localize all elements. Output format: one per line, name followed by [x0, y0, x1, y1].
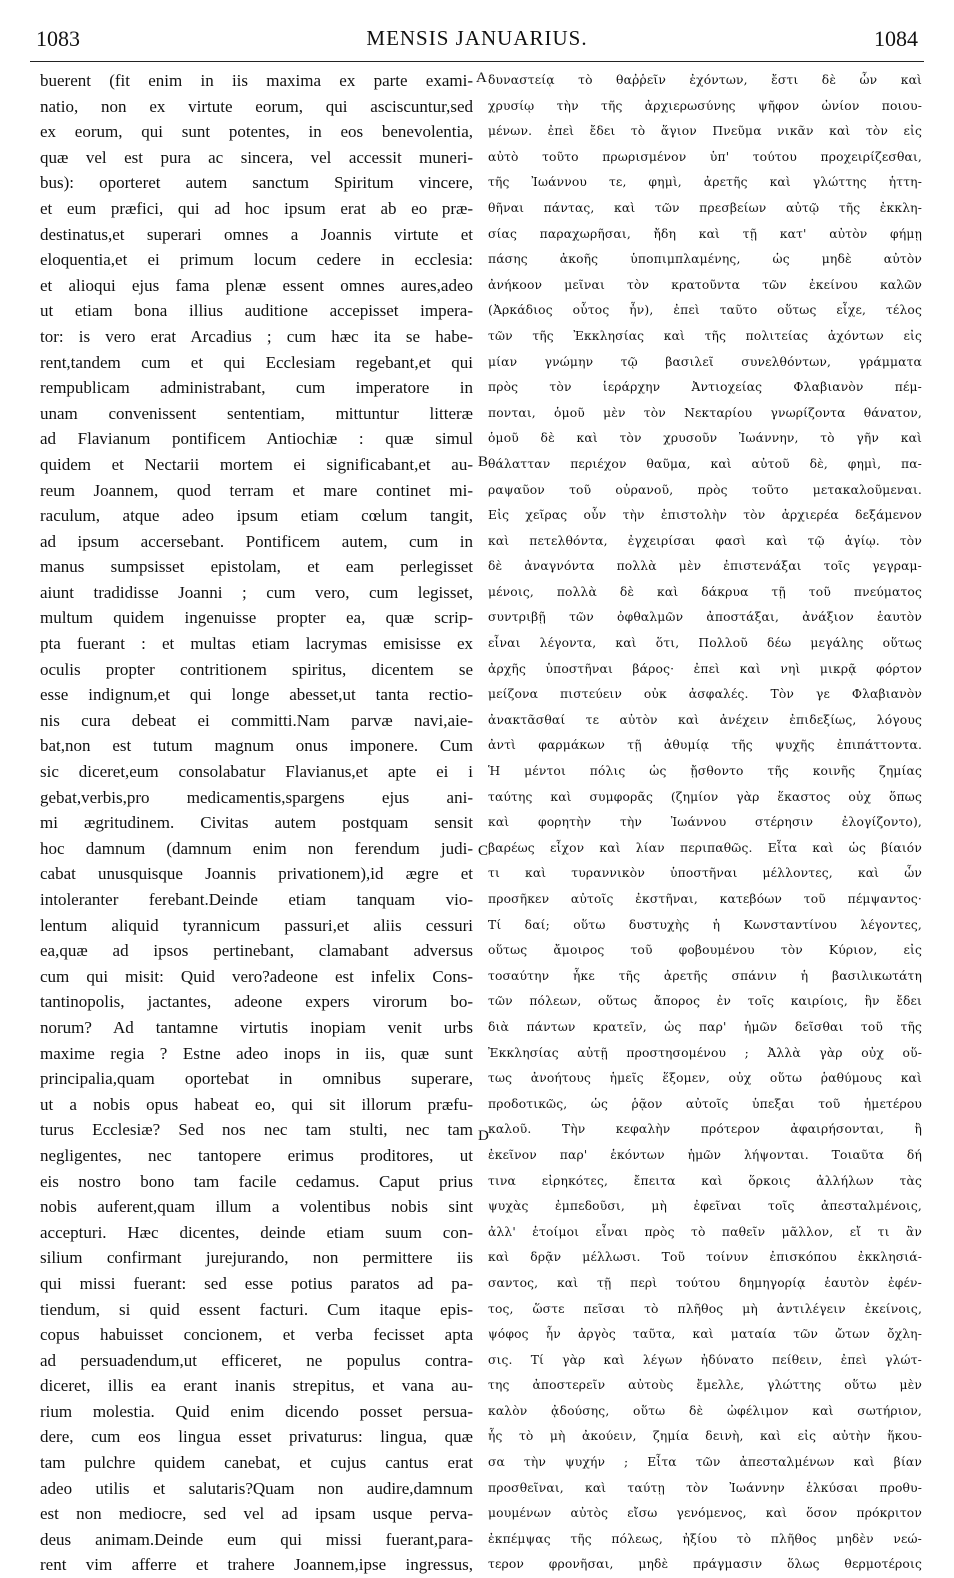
- greek-text-line: ἀνακτᾶσθαί τε αὐτὸν καὶ ἀνέχειν ἐπιδεξίως, λόγους: [488, 712, 922, 727]
- greek-text-line: τῆς Ἰωάννου τε, φημὶ, ἀρετῆς καὶ γλώττης ἡττη-: [488, 175, 922, 190]
- latin-text-line: cum qui misit: Quid vero?adeone est infelix Cons-: [40, 966, 473, 986]
- latin-text-line: reum Joannem, quod terram et mare continet mi-: [40, 480, 473, 500]
- latin-text-line: ut a nobis opus habeat eo, qui sit illorum præfu-: [40, 1094, 473, 1114]
- latin-text-line: copus habuisset concionem, et verba fecisset apta: [40, 1325, 473, 1345]
- greek-text-line: βαρέως εἶχον καὶ λίαν περιπαθῶς. Εἶτα καὶ ὡς βίαιόν: [488, 840, 922, 855]
- latin-text-line: rium molestia. Quid enim dicendo posset persua-: [40, 1401, 473, 1421]
- greek-text-line: αὐτὸ τοῦτο πρωρισμένον ὑπ' τούτου προχειρίζεσθαι,: [488, 149, 922, 164]
- greek-text-line: μένων. ἐπεὶ ἔδει τὸ ἅγιον Πνεῦμα νικᾶν καὶ τὸν εἰς: [488, 124, 922, 139]
- latin-column: [40, 68, 473, 1578]
- latin-text-line: destinatus,et superari omnes a Joannis virtute et: [40, 224, 473, 244]
- latin-text-line: ex eorum, qui sunt potentes, in eos benevolentia,: [40, 122, 473, 142]
- greek-text-line: χρυσίῳ τὴν τῆς ἀρχιερωσύνης ψῆφον ὠνίον ποιου-: [488, 98, 922, 113]
- latin-text-line: multum quidem ingenuisse propter ea, quæ scrip-: [40, 608, 473, 628]
- greek-text-line: σίας παραχωρῆσαι, ἤδη καὶ τῇ κατ' αὐτὸν φήμῃ: [488, 226, 922, 241]
- latin-text-line: oculis propter contritionem spiritus, dicentem se: [40, 659, 473, 679]
- greek-text-line: τινα εἰρηκότες, ἔπειτα καὶ ὅρκοις ἀλλήλων τὰς: [488, 1173, 922, 1188]
- greek-text-line: Εἰς χεῖρας οὖν τὴν ἐπιστολὴν τὸν ἀρχιερέα δεξάμενον: [488, 508, 922, 523]
- latin-text-line: manus sumpsisset epistolam, et eam perlegisset: [40, 557, 473, 577]
- greek-text-line: καλὸν ᾀδούσης, οὕτω δὲ ὠφέλιμον καὶ σωτήριον,: [488, 1403, 922, 1418]
- section-marker-a: A: [476, 70, 487, 86]
- greek-text-line: ταύτης καὶ συμφορᾶς (ζημίον γὰρ ἕκαστος οὐχ ὅπως: [488, 789, 922, 804]
- greek-text-line: ἐκπέμψας τῆς πόλεως, ἠξίου τὸ πλῆθος μηδὲν νεώ-: [488, 1531, 922, 1546]
- latin-text-line: deus animam.Deinde eum qui missi fuerant,para-: [40, 1529, 473, 1549]
- greek-text-line: μείζονα πιστεύειν οὐκ ἀσφαλές. Τὸν γε Φλαβιανὸν: [488, 687, 922, 702]
- latin-text-line: aiunt tradidisse Joanni ; cum vero, cum legisset,: [40, 582, 473, 602]
- greek-text-line: ραψαῦον τοῦ οὐρανοῦ, πρὸς τοῦτο μετακαλοῦμεναι.: [488, 482, 922, 497]
- greek-text-line: μένοις, πολλὰ δὲ καὶ δάκρυα τῇ τοῦ πνεύματος: [488, 584, 922, 599]
- running-header: [36, 26, 918, 56]
- greek-text-line: πρὸς τὸν ἱεράρχην Ἀντιοχείας Φλαβιανὸν πέμ-: [488, 380, 922, 395]
- greek-text-line: θάλατταν περιέχον θαῦμα, καὶ αὐτοῦ δὲ, φημὶ, πα-: [488, 456, 922, 471]
- greek-text-line: τως ἀνοήτους ἡμεῖς ἕξομεν, οὐχ οὕτω ῥαθύμους καὶ: [488, 1071, 922, 1086]
- section-marker-c: C: [478, 843, 489, 859]
- greek-text-line: προσθεῖναι, καὶ ταύτῃ τὸν Ἰωάννην ἑλκύσαι προθυ-: [488, 1480, 922, 1495]
- greek-text-line: μουμένων αὐτὸς εἴσω γενόμενος, καὶ ὅσον πρόκριτον: [488, 1506, 922, 1521]
- latin-text-line: et eum præfici, qui ad hoc ipsum erat ab eo præ-: [40, 198, 473, 218]
- latin-text-line: eis nostro bono tam facile cedamus. Caput prius: [40, 1171, 473, 1191]
- latin-text-line: rent vim afferre et trahere Joannem,ipse ingressus,: [40, 1555, 473, 1575]
- greek-text-line: σα τὴν ψυχήν ; Εἶτα τῶν ἀπεσταλμένων καὶ βίαν: [488, 1455, 922, 1470]
- latin-text-line: bat,non est tutum magnum onus imponere. Cum: [40, 736, 473, 756]
- greek-text-line: εἶναι λέγοντα, καὶ ὅτι, Πολλοῦ δέω μεγάλης οὕτως: [488, 636, 922, 651]
- latin-text-line: rent,tandem cum et qui Ecclesiam regebant,et qui: [40, 352, 473, 372]
- greek-text-line: πάσης ἀκοῆς ὑποπιμπλαμένης, ὡς μηδὲ αὐτὸν: [488, 252, 922, 267]
- greek-text-line: πονται, ὁμοῦ μὲν τὸν Νεκταρίου γνωρίζοντα θάνατον,: [488, 405, 922, 420]
- greek-text-line: οὕτως ἄμοιρος τοῦ φοβουμένου τὸν Κύριον, εἰς: [488, 943, 922, 958]
- page-number-right: 1084: [874, 26, 918, 51]
- greek-text-line: τι καὶ τυραννικὸν ὑποστῆναι μέλλοντες, καὶ ὧν: [488, 866, 922, 881]
- latin-text-line: et alioqui ejus fama plenæ essent omnes aures,adeo: [40, 275, 473, 295]
- latin-text-line: sic diceret,eum consolabatur Flavianus,et apte ei i: [40, 762, 473, 782]
- greek-text-line: καὶ δρᾷν μέλλωσι. Τοῦ τοίνυν ἐπισκόπου ἐκκλησιά-: [488, 1250, 922, 1265]
- latin-text-line: norum? Ad tantamne virtutis inopiam venit urbs: [40, 1017, 473, 1037]
- latin-text-line: unam convenissent sententiam, mittuntur litteræ: [40, 403, 473, 423]
- latin-text-line: cabat unusquisque Joannis privationem),id ægre et: [40, 864, 473, 884]
- greek-text-line: συντριβῇ τῶν ὀφθαλμῶν ἀποστάξαι, ἀνάξιον ἑαυτὸν: [488, 610, 922, 625]
- greek-text-line: θῆναι πάντας, καὶ τῶν πρεσβείων αὐτῷ τῆς ἐκκλη-: [488, 200, 922, 215]
- latin-text-line: raculum, atque adeo ipsum etiam cœlum tangit,: [40, 506, 473, 526]
- greek-text-line: δὲ ἀναγνόντα πολλὰ μὲν ἐπιστενάξαι τοῖς γεγραμ-: [488, 559, 922, 574]
- latin-text-line: buerent (fit enim in iis maxima ex parte exami-: [40, 71, 473, 90]
- latin-text-line: est non mediocre, sed vel ad ipsam usque perva-: [40, 1504, 473, 1524]
- greek-text-line: προσῆκεν αὐτοῖς ἐκστῆναι, κατεβόων τοῦ πέμψαντος·: [488, 892, 922, 906]
- latin-text-line: tiendum, si quid essent facturi. Cum itaque epis-: [40, 1299, 473, 1319]
- greek-column: [488, 68, 922, 1578]
- latin-text-line: natio, non ex virtute eorum, qui asciscuntur,sed: [40, 96, 473, 116]
- latin-text-line: nis cura debeat ei committi.Nam parvæ navi,aie-: [40, 710, 473, 730]
- latin-text-line: bus): oporteret autem sanctum Spiritum vincere,: [40, 173, 473, 193]
- latin-text-line: eloquentia,et ei primum locum cedere in ecclesia:: [40, 250, 473, 270]
- greek-text-line: ἐκεῖνον παρ' ἑκόντων ἡμῶν λήψονται. Τοιαῦτα δή: [488, 1147, 922, 1162]
- greek-text-line: ψόφος ἦν ἀργὸς ταῦτα, καὶ ματαία τῶν ὤτων ὄχλη-: [488, 1327, 922, 1342]
- header-rule: [30, 61, 924, 62]
- latin-text-line: esse indignum,et qui longe abesset,ut tanta rectio-: [40, 685, 473, 705]
- latin-text-line: hoc damnum (damnum enim non ferendum judi-: [40, 838, 473, 858]
- greek-text-line: προδοτικῶς, ὡς ῥᾷον αὐτοῖς ὑπεξαι τοῦ ἡμετέρου: [488, 1096, 922, 1111]
- greek-text-line: τερον φρονῆσαι, μηδὲ πράγμασιν ὅλως θερμοτέροις: [488, 1557, 922, 1572]
- greek-text-line: ὁμοῦ δὲ καὶ τὸν χρυσοῦν Ἰωάννην, τὸ γῆν καὶ: [488, 431, 922, 446]
- greek-text-line: ἧς τὸ μὴ ἀκούειν, ζημία δεινὴ, καὶ εἰς αὐτὴν ἥκου-: [488, 1429, 922, 1444]
- latin-text-line: quidem et Nectarii mortem ei significabant,et au-: [40, 454, 473, 474]
- greek-text-line: ψυχὰς ἐμπεδοῦσι, μὴ ἐφεῖναι τοῖς ἀπεσταλμένοις,: [488, 1199, 922, 1214]
- greek-text-line: καλοῦ. Τὴν κεφαλὴν πρότερον ἀφαιρήσονται, ἢ: [488, 1122, 922, 1137]
- section-marker-d: D: [478, 1128, 489, 1144]
- greek-text-line: σαντος, καὶ τῇ περὶ τούτου δημηγορίᾳ ἑαυτὸν ἐφέν-: [488, 1275, 922, 1290]
- latin-text-line: tam pulchre quidem canebat, et cujus cantus erat: [40, 1453, 473, 1473]
- greek-text-line: μίαν γνώμην τῷ βασιλεῖ συνελθόντων, γράμματα: [488, 354, 922, 369]
- latin-text-line: turus Ecclesiæ? Sed nos nec tam stulti, nec tam: [40, 1120, 473, 1140]
- latin-text-line: maxime regia ? Estne adeo inops in iis, quæ sunt: [40, 1043, 473, 1063]
- greek-text-line: ἀρχῆς ὑποστῆναι βάρος· ἐπεὶ καὶ νηὶ μικρᾷ φόρτον: [488, 661, 922, 676]
- greek-text-line: της ἀποστερεῖν αὐτοὺς ἔμελλε, γλώττης οὕτω μὲν: [488, 1378, 922, 1393]
- latin-text-line: nobis auferent,quam illum a volentibus nobis sint: [40, 1197, 473, 1217]
- page-number-left: 1083: [36, 26, 80, 51]
- latin-text-line: gebat,verbis,pro medicamentis,spargens ejus ani-: [40, 787, 473, 807]
- latin-text-line: lentum aliquid tyrannicum passuri,et aliis cessuri: [40, 915, 473, 935]
- greek-text-line: σις. Τί γὰρ καὶ λέγων ἠδύνατο πείθειν, ἐπεὶ γλώτ-: [488, 1352, 922, 1367]
- latin-text-line: rempublicam administrabant, cum imperatore in: [40, 378, 473, 398]
- latin-text-line: quæ vel est pura ac sincera, vel accessit muneri-: [40, 147, 473, 167]
- section-marker-b: B: [478, 454, 489, 470]
- greek-text-line: ἀνήκοον μεῖναι τὸν κρατοῦντα τῶν ἐκείνου καλῶν: [488, 277, 922, 292]
- greek-text-line: ἀντὶ φαρμάκων τῇ ἀθυμίᾳ τῆς ψυχῆς ἐπιπάττοντα.: [488, 738, 922, 753]
- greek-text-line: καὶ φορητὴν τὴν Ἰωάννου στέρησιν ἐλογίζοντο),: [488, 815, 922, 830]
- latin-text-line: ea,quæ ad ipsos pertinebant, clamabant adversus: [40, 941, 473, 961]
- latin-text-line: principalia,quam oportebat in omnibus superare,: [40, 1069, 473, 1089]
- latin-text-line: mi ægritudinem. Civitas autem postquam sensit: [40, 813, 473, 833]
- greek-text-line: (Ἀρκάδιος οὗτος ἦν), ἐπεὶ ταῦτο οὕτως εἶχε, τέλος: [488, 303, 922, 318]
- greek-text-line: δυναστείᾳ τὸ θαῤῥεῖν ἐχόντων, ἔστι δὲ ὧν καὶ: [488, 73, 922, 87]
- latin-text-line: adeo utilis et salutaris?Quam non audire,damnum: [40, 1478, 473, 1498]
- greek-text-line: τῶν πόλεων, οὕτως ἄπορος ἐν τοῖς καιρίοις, ἣν ἔδει: [488, 994, 922, 1009]
- latin-text-line: ad ipsum accersebant. Pontificem autem, cum in: [40, 531, 473, 551]
- latin-text-line: ut etiam bona illius auditione accepisset impera-: [40, 301, 473, 321]
- greek-text-line: Τί δαί; οὕτω δυστυχὴς ἡ Κωνσταντίνου λέγοντες,: [488, 917, 922, 932]
- latin-text-line: dere, cum eos lingua esset privaturus: lingua, quæ: [40, 1427, 473, 1447]
- latin-text-line: ad persuadendum,ut efficeret, ne populus contra-: [40, 1350, 473, 1370]
- latin-text-line: intoleranter ferebant.Deinde etiam tanquam vio-: [40, 890, 473, 909]
- latin-text-line: diceret, illis ea erant inanis strepitus, et vana au-: [40, 1376, 473, 1396]
- greek-text-line: Ἡ μέντοι πόλις ὡς ᾔσθοντο τῆς κοινῆς ζημίας: [488, 764, 922, 779]
- greek-text-line: διὰ πάντων κρατεῖν, ὡς παρ' ἡμῶν δεῖσθαι τοῦ τῆς: [488, 1019, 922, 1034]
- latin-text-line: tantinopolis, jactantes, adeone expers virorum bo-: [40, 992, 473, 1012]
- greek-text-line: τῶν τῆς Ἐκκλησίας καὶ τῆς πολιτείας ἀχόντων εἰς: [488, 328, 922, 343]
- greek-text-line: τοσαύτην ἧκε τῆς ἀρετῆς σπάνιν ἡ βασιλικωτάτη: [488, 968, 922, 983]
- latin-text-line: qui missi fuerant: sed esse potius paratos ad pa-: [40, 1273, 473, 1293]
- latin-text-line: negligentes, nec tantopere erimus proditores, ut: [40, 1145, 473, 1165]
- greek-text-line: ἀλλ' ἑτοίμοι εἶναι πρὸς τὸ παθεῖν μᾶλλον, εἴ τι ἂν: [488, 1224, 922, 1239]
- latin-text-line: silium confirmant jurejurando, non permittere iis: [40, 1248, 473, 1268]
- greek-text-line: καὶ πετελθόντα, ἐγχειρίσαι φασὶ καὶ τῷ ἁγίῳ. τὸν: [488, 533, 922, 548]
- running-title: MENSIS JANUARIUS.: [366, 26, 588, 50]
- greek-text-line: Ἐκκλησίας αὐτῇ προστησομένου ; Ἀλλὰ γὰρ οὐχ οὕ-: [488, 1045, 922, 1060]
- latin-text-line: pta fuerant : et multas etiam lacrymas emisisse ex: [40, 634, 473, 654]
- latin-text-line: ad Flavianum pontificem Antiochiæ : quæ simul: [40, 429, 473, 449]
- greek-text-line: τος, ὥστε πεῖσαι τὸ πλῆθος μὴ ἀντιλέγειν ἐκείνοις,: [488, 1301, 922, 1316]
- latin-text-line: tor: is vero erat Arcadius ; cum hæc ita se habe-: [40, 326, 473, 346]
- latin-text-line: accepturi. Hæc dicentes, deinde etiam suum con-: [40, 1222, 473, 1242]
